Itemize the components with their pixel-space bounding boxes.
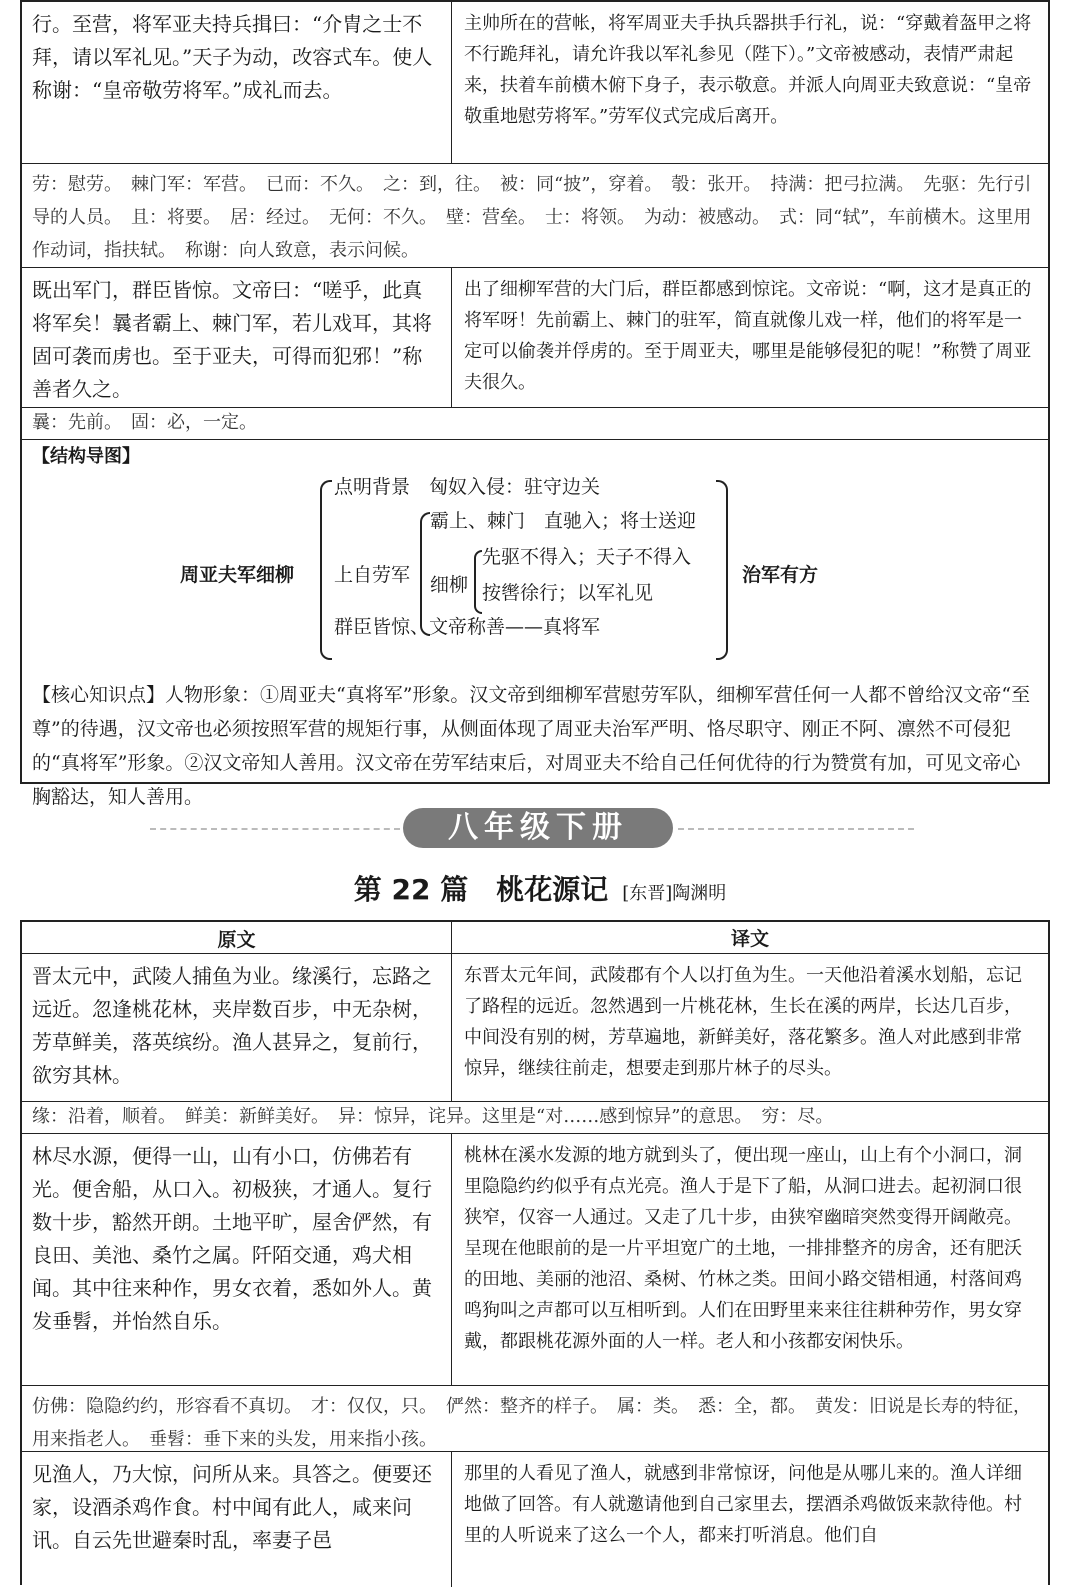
peach-translation-2: 桃林在溪水发源的地方就到头了，便出现一座山，山上有个小洞口，洞里隐隐约约似乎有点光亮。渔人于是下了船，从洞口进去。起初洞口很狭窄，仅容一人通过。又走了几十步，由狭窄幽暗突然变得开阔敞亮。呈现在他眼前的是一片平坦宽广的土地，一排排整齐的房舍，还有肥沃的田地、美丽的池沼、桑树、竹林之类。田间小路交错相通，村落间鸡鸣狗叫之声都可以互相听到。人们在田野里来来往往耕种劳作，男女穿戴，都跟桃花源外面的人一样。老人和小孩都安闲快乐。 [464,1145,1022,1352]
header-translation: 译文 [730,928,769,950]
mind-node-a: 点明背景 匈奴入侵：驻守边关 [334,476,601,498]
peach-original-1: 晋太元中，武陵人捕鱼为业。缘溪行，忘路之远近。忽逢桃花林，夹岸数百步，中无杂树，芳草鲜美，落英缤纷。渔人甚异之，复前行，欲穷其林。 [22,954,452,1101]
peach-annotation-1: 缘：沿着，顺着。 鲜美：新鲜美好。 异：惊异，诧异。这里是“对……感到惊异”的意思。 穷：尽。 [32,1106,834,1127]
mind-map-title: 【结构导图】 [32,446,140,467]
mind-node-b2: 细柳 [430,574,469,596]
bottom-table [20,920,1050,1585]
bottom-note-row-1 [22,1102,1048,1134]
divider-left [150,828,400,830]
top-note-row-2 [22,408,1048,440]
peach-original-3: 见渔人，乃大惊，问所从来。具答之。便要还家，设酒杀鸡作食。村中闻有此人，咸来问讯。自云先世避秦时乱，率妻子邑 [22,1452,452,1587]
top-note-row-1 [22,164,1048,268]
mind-map [32,472,1038,682]
peach-translation-1: 东晋太元年间，武陵郡有个人以打鱼为生。一天他沿着溪水划船，忘记了路程的远近。忽然遇到一片桃花林，生长在溪的两岸，长达几百步，中间没有别的树，芳草遍地，新鲜美好，落花繁多。渔人对此感到非常惊异，继续往前走，想要走到那片林子的尽头。 [464,965,1022,1079]
grade-banner: 八年级下册 [403,808,673,848]
lesson-title-text: 第 22 篇 桃花源记 [353,873,609,906]
annotation-1: 劳：慰劳。 棘门军：军营。 已而：不久。 之：到，往。 被：同“披”，穿着。 彀：张开。 持满：把弓拉满。 先驱：先行引导的人员。 且：将要。 居：经过。 无何：不久。 壁：营垒。 士：将领。 为动：被感动。 式：同“轼”，车前横木。这里用作动词，指扶轼。 称谢：向人致意，表示问候。 [32,174,1032,261]
peach-annotation-2: 仿佛：隐隐约约，形容看不真切。 才：仅仅，只。 俨然：整齐的样子。 属：类。 悉：全，都。 黄发：旧说是长寿的特征，用来指老人。 垂髫：垂下来的头发，用来指小孩。 [32,1396,1031,1450]
brace-main [320,480,332,660]
mind-node-b2b: 按辔徐行；以军礼见 [482,582,654,604]
mind-node-b2a: 先驱不得入；天子不得入 [482,546,692,568]
mind-node-b1: 霸上、棘门 直驰入；将士送迎 [430,510,697,532]
peach-translation-3: 那里的人看见了渔人，就感到非常惊讶，问他是从哪儿来的。渔人详细地做了回答。有人就邀请他到自己家里去，摆酒杀鸡做饭来款待他。村里的人听说来了这么一个人，都来打听消息。他们自 [464,1463,1022,1546]
top-row-1 [22,2,1048,164]
translation-text-2: 出了细柳军营的大门后，群臣都感到惊诧。文帝说：“啊，这才是真正的将军呀！先前霸上、棘门的驻军，简直就像儿戏一样，他们的将军是一定可以偷袭并俘虏的。至于周亚夫，哪里是能够侵犯的呢！”称赞了周亚夫很久。 [464,279,1032,393]
original-text-1: 行。至营，将军亚夫持兵揖曰：“介胄之士不拜，请以军礼见。”天子为动，改容式车。使人称谢：“皇帝敬劳将军。”成礼而去。 [22,2,452,163]
divider-right [678,828,914,830]
bottom-row-3 [22,1452,1048,1587]
bottom-row-1 [22,954,1048,1102]
mind-node-c: 群臣皆惊、文帝称善——真将军 [334,616,601,638]
original-text-2: 既出军门，群臣皆惊。文帝曰：“嗟乎，此真将军矣！曩者霸上、棘门军，若儿戏耳，其将固可袭而虏也。至于亚夫，可得而犯邪！”称善者久之。 [22,268,452,407]
bottom-note-row-2 [22,1386,1048,1452]
brace-right [716,480,728,660]
lesson-author: [东晋]陶渊明 [622,883,727,904]
annotation-2: 曩：先前。 固：必，一定。 [32,412,257,433]
lesson-title [0,868,1080,908]
mind-root: 周亚夫军细柳 [180,564,295,586]
peach-original-2: 林尽水源，便得一山，山有小口，仿佛若有光。便舍船，从口入。初极狭，才通人。复行数十步，豁然开朗。土地平旷，屋舍俨然，有良田、美池、桑竹之属。阡陌交通，鸡犬相闻。其中往来种作，男女衣着，悉如外人。黄发垂髫，并怡然自乐。 [22,1134,452,1385]
mind-node-b: 上自劳军 [334,564,411,586]
top-table [20,0,1050,808]
core-knowledge: 【核心知识点】人物形象：①周亚夫“真将军”形象。汉文帝到细柳军营慰劳军队，细柳军营任何一人都不曾给汉文帝“至尊”的待遇，汉文帝也必须按照军营的规矩行事，从侧面体现了周亚夫治军严明、恪尽职守、刚正不阿、凛然不可侵犯的“真将军”形象。②汉文帝知人善用。汉文帝在劳军结束后，对周亚夫不给自己任何优待的行为赞赏有加，可见文帝心胸豁达，知人善用。 [32,684,1031,808]
bottom-row-2 [22,1134,1048,1386]
mind-result: 治军有方 [742,564,819,586]
bottom-header-row [22,922,1048,954]
header-original: 原文 [22,922,452,953]
mind-map-row [22,440,1048,808]
brace-b2 [474,550,482,614]
top-row-2 [22,268,1048,408]
translation-text-1: 主帅所在的营帐，将军周亚夫手执兵器拱手行礼，说：“穿戴着盔甲之将不行跪拜礼，请允许我以军礼参见（陛下）。”文帝被感动，表情严肃起来，扶着车前横木俯下身子，表示敬意。并派人向周亚夫致意说：“皇帝敬重地慰劳将军。”劳军仪式完成后离开。 [464,13,1032,127]
